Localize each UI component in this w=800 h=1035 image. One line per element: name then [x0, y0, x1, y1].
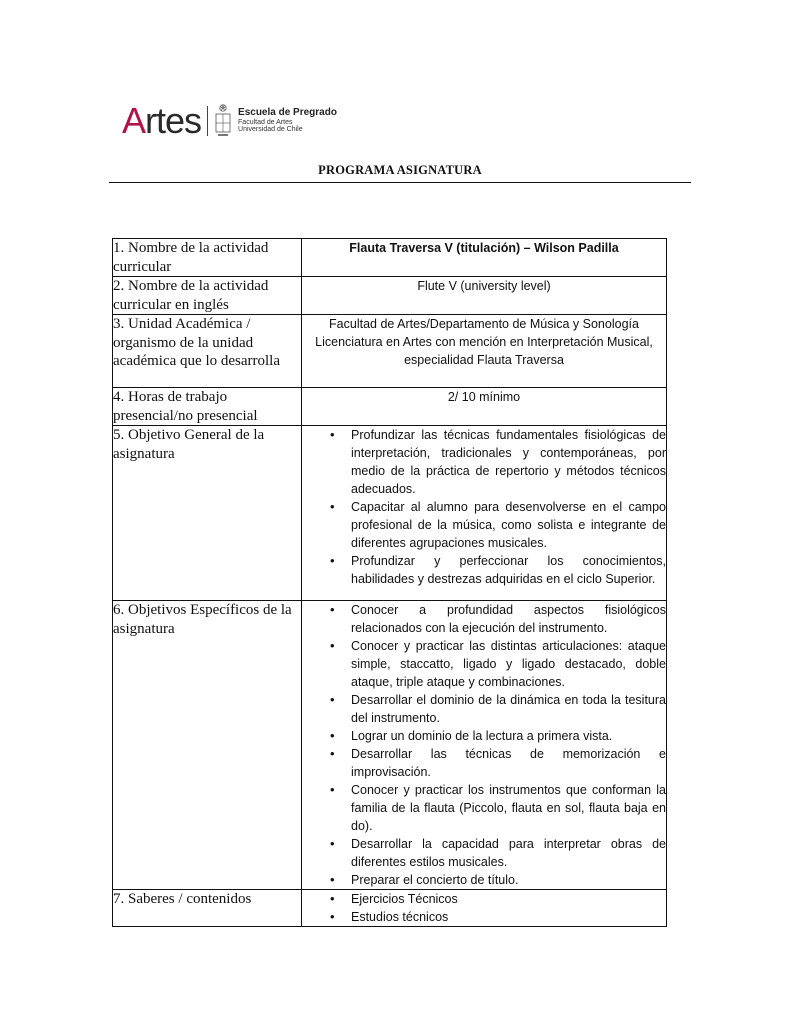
- contents-list: [302, 890, 666, 926]
- title-underline: [109, 182, 691, 183]
- row-label: 7. Saberes / contenidos: [113, 890, 302, 927]
- list-item: • Profundizar las técnicas fundamentales fisiológicas de interpretación, tradicionales y contemporáneas, por medio de la práctica de repertorio y métodos técnicos adecuados.: [302, 426, 666, 498]
- list-item: • Estudios técnicos: [302, 908, 666, 926]
- school-name: Escuela de Pregrado: [238, 107, 337, 119]
- list-item: • Conocer y practicar los instrumentos que conforman la familia de la flauta (Piccolo, flauta en sol, flauta baja en do).: [302, 781, 666, 835]
- list-item: • Capacitar al alumno para desenvolverse en el campo profesional de la música, como solista e integrante de diferentes agrupaciones musicales.: [302, 498, 666, 552]
- row-label: 4. Horas de trabajo presencial/no presencial: [113, 388, 302, 426]
- list-item: • Desarrollar el dominio de la dinámica en toda la tesitura del instrumento.: [302, 691, 666, 727]
- table-row: [113, 315, 667, 388]
- table-row: [113, 239, 667, 277]
- row-label: 1. Nombre de la actividad curricular: [113, 239, 302, 277]
- university-name: Universidad de Chile: [238, 126, 303, 134]
- hours-value: 2/ 10 mínimo: [302, 388, 667, 426]
- specific-objectives-list: [302, 601, 666, 889]
- table-row: [113, 601, 667, 890]
- logo-wordmark: Artes: [122, 100, 202, 141]
- artes-logo: [122, 98, 337, 144]
- list-item: • Profundizar y perfeccionar los conocimientos, habilidades y destrezas adquiridas en el ciclo Superior.: [302, 552, 666, 588]
- document-title: PROGRAMA ASIGNATURA: [318, 163, 482, 177]
- list-item: • Ejercicios Técnicos: [302, 890, 666, 908]
- general-objective-list: [302, 426, 666, 588]
- specific-objectives-value: [302, 601, 667, 890]
- faculty-name: Facultad de Artes: [238, 118, 293, 126]
- list-item: • Conocer a profundidad aspectos fisiológicos relacionados con la ejecución del instrumento.: [302, 601, 666, 637]
- row-label: 2. Nombre de la actividad curricular en inglés: [113, 277, 302, 315]
- table-row: [113, 426, 667, 601]
- list-item: • Conocer y practicar las distintas articulaciones: ataque simple, staccatto, ligado y ligado destacado, doble ataque, triple ataque y combinaciones.: [302, 637, 666, 691]
- list-item: • Preparar el concierto de título.: [302, 871, 666, 889]
- university-seal-icon: [214, 103, 232, 139]
- list-item: • Lograr un dominio de la lectura a primera vista.: [302, 727, 666, 745]
- academic-unit-value: Facultad de Artes/Departamento de Música y Sonología Licenciatura en Artes con mención en Interpretación Musical, especialidad Flauta Traversa: [302, 315, 667, 388]
- list-item: • Desarrollar la capacidad para interpretar obras de diferentes estilos musicales.: [302, 835, 666, 871]
- logo-divider: [207, 106, 208, 136]
- row-label: 5. Objetivo General de la asignatura: [113, 426, 302, 601]
- course-name-value: Flauta Traversa V (titulación) – Wilson Padilla: [302, 239, 667, 277]
- table-row: [113, 890, 667, 927]
- row-label: 3. Unidad Académica / organismo de la unidad académica que lo desarrolla: [113, 315, 302, 388]
- general-objective-value: [302, 426, 667, 601]
- course-name-english-value: Flute V (university level): [302, 277, 667, 315]
- list-item: • Desarrollar las técnicas de memorización e improvisación.: [302, 745, 666, 781]
- row-label: 6. Objetivos Específicos de la asignatura: [113, 601, 302, 890]
- table-row: [113, 277, 667, 315]
- program-table: [112, 238, 667, 927]
- table-row: [113, 388, 667, 426]
- contents-value: [302, 890, 667, 927]
